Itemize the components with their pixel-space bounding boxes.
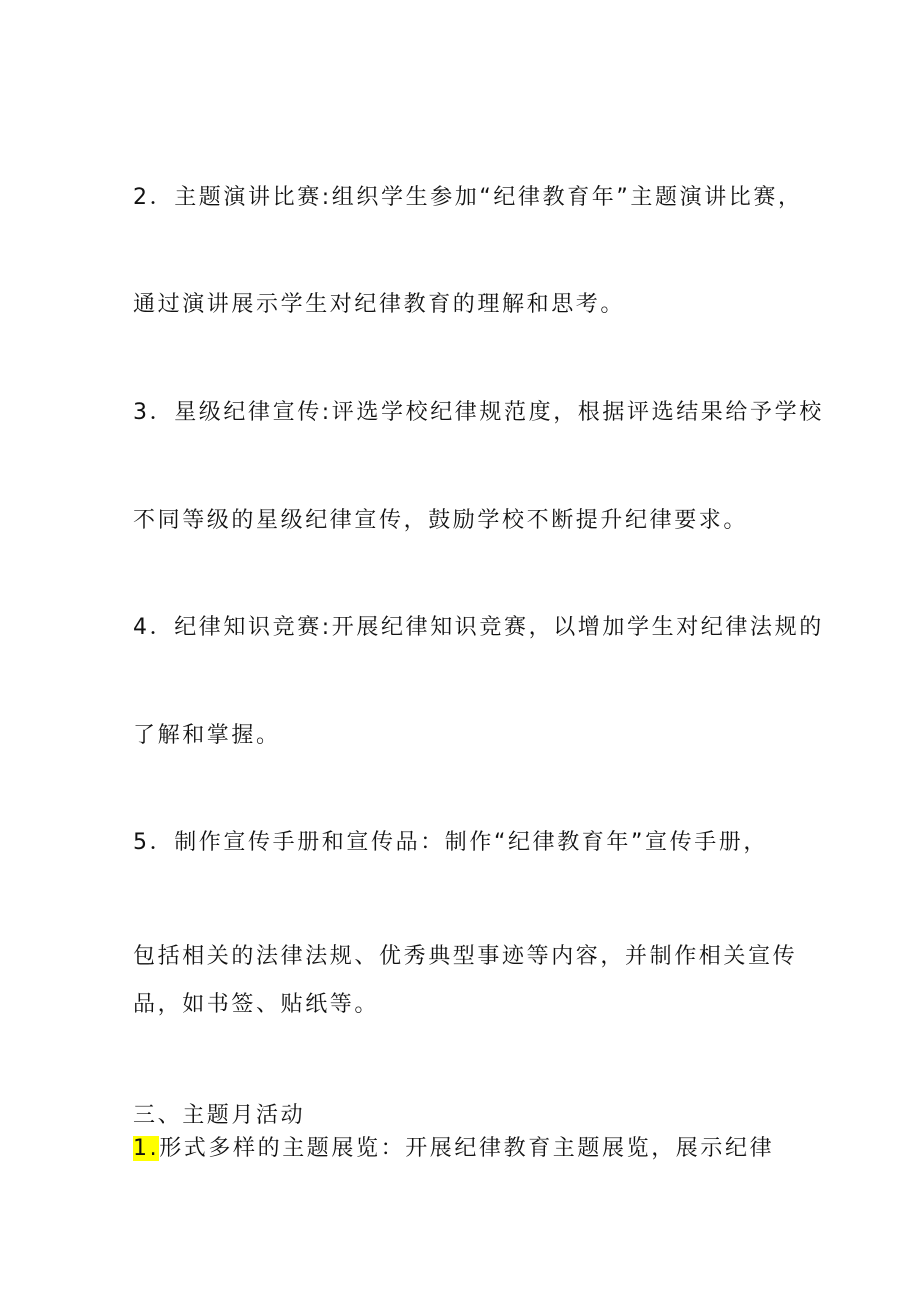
list-item-1 [133,1134,774,1164]
highlighted-number: 1. [133,1136,160,1161]
section-heading: 三、主题月活动 [133,1103,306,1128]
paragraph-4-line-1: 4．纪律知识竞赛:开展纪律知识竞赛，以增加学生对纪律法规的 [133,615,824,640]
paragraph-3-line-1: 3．星级纪律宣传:评选学校纪律规范度，根据评选结果给予学校 [133,400,824,425]
paragraph-4-line-2: 了解和掌握。 [133,723,281,748]
paragraph-5-line-3: 品，如书签、贴纸等。 [133,992,380,1017]
paragraph-3-line-2: 不同等级的星级纪律宣传，鼓励学校不断提升纪律要求。 [133,508,749,533]
paragraph-5-line-1: 5．制作宣传手册和宣传品：制作“纪律教育年”宣传手册， [133,830,768,855]
paragraph-2-line-1: 2．主题演讲比赛:组织学生参加“纪律教育年”主题演讲比赛， [133,185,803,210]
paragraph-5-line-2: 包括相关的法律法规、优秀典型事迹等内容，并制作相关宣传 [133,944,798,969]
list-item-1-text: 形式多样的主题展览：开展纪律教育主题展览，展示纪律 [159,1136,775,1161]
paragraph-2-line-2: 通过演讲展示学生对纪律教育的理解和思考。 [133,292,626,317]
